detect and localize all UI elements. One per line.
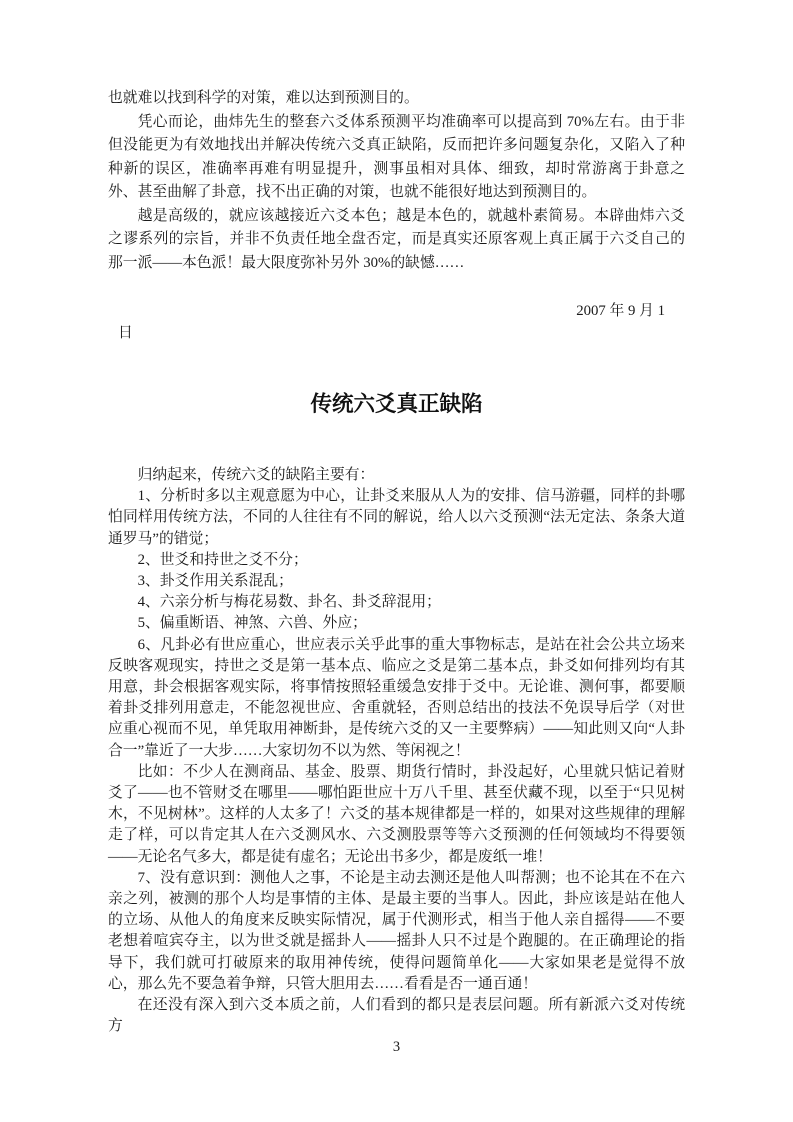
body-paragraph-item-4: 4、六亲分析与梅花易数、卦名、卦爻辞混用； — [137, 594, 441, 611]
body-paragraph-item-3: 3、卦爻作用关系混乱； — [137, 573, 293, 590]
body-paragraph-closing: 在还没有深入到六爻本质之前，人们看到的都只是表层问题。所有新派六爻对传统方 — [108, 997, 685, 1035]
section-title: 传统六爻真正缺陷 — [310, 392, 483, 416]
date-text: 2007 年 9 月 1 — [576, 303, 665, 319]
body-paragraph-example: 比如：不少人在测商品、基金、股票、期货行情时，卦没起好，心里就只惦记着财爻了——也不管财爻在哪里——哪怕距世应十万八千里、甚至伏藏不现，以至于“只见树木，不见树林”。这样的人太多了！六爻的基本规律都是一样的，如果对这些规律的理解走了样，可以肯定其人在六爻测风水、六爻测股票等等六爻预测的任何领域均不得要领——无论名气多大，都是徒有虚名；无论出书多少，都是废纸一堆！ — [108, 763, 685, 865]
date-wrapped-character: 日 — [118, 324, 133, 341]
body-paragraph-item-5: 5、偏重断语、神煞、六兽、外应； — [137, 615, 367, 632]
page-number: 3 — [392, 1039, 401, 1055]
body-paragraph-item-7: 7、没有意识到：测他人之事，不论是主动去测还是他人叫帮测；也不论其在不在六亲之列，被测的那个人均是事情的主体、是最主要的当事人。因此，卦应该是站在他人的立场、从他人的角度来反映实际情况，属于代测形式，相当于他人亲自摇得——不要老想着喧宾夺主，以为世爻就是摇卦人——摇卦人只不过是个跑腿的。在正确理论的指导下，我们就可打破原来的取用神传统，使得问题简单化——大家如果老是觉得不放心，那么先不要急着争辩，只管大胆用去……看看是否一通百通！ — [108, 869, 685, 992]
body-paragraph-item-1: 1、分析时多以主观意愿为中心，让卦爻来服从人为的安排、信马游疆，同样的卦哪怕同样用传统方法，不同的人往往有不同的解说，给人以六爻预测“法无定法、条条大道通罗马”的错觉； — [108, 488, 685, 547]
body-paragraph-summary: 归纳起来，传统六爻的缺陷主要有： — [137, 467, 375, 483]
intro-paragraph-2: 越是高级的，就应该越接近六爻本色；越是本色的，就越朴素简易。本辟曲炜六爻之谬系列的宗旨，并非不负责任地全盘否定，而是真实还原客观上真正属于六爻自己的那一派——本色派！最大限度弥补另外 30%的缺憾…… — [108, 207, 685, 271]
page-content — [108, 87, 685, 1037]
paragraph-continuation: 也就难以找到科学的对策，难以达到预测目的。 — [108, 90, 419, 106]
body-paragraph-item-6: 6、凡卦必有世应重心，世应表示关乎此事的重大事物标志，是站在社会公共立场来反映客观现实，持世之爻是第一基本点、临应之爻是第二基本点，卦爻如何排列均有其用意，卦会根据客观实际，将事情按照轻重缓急安排于爻中。无论谁、测何事，都要顺着卦爻排列用意走，不能忽视世应、舍重就轻，否则总结出的技法不免误导后学（对世应重心视而不见，单凭取用神断卦，是传统六爻的又一主要弊病）——知此则又向“人卦合一”靠近了一大步……大家切勿不以为然、等闲视之！ — [108, 636, 685, 759]
date-block — [108, 301, 685, 344]
body-paragraph-item-2: 2、世爻和持世之爻不分； — [137, 551, 308, 568]
body-section — [108, 465, 685, 1037]
intro-paragraph-1: 凭心而论，曲炜先生的整套六爻体系预测平均准确率可以提高到 70%左右。由于非但没能更为有效地找出并解决传统六爻真正缺陷，反而把许多问题复杂化，又陷入了种种新的误区，准确率再难有明显提升，测事虽相对具体、细致，却时常游离于卦意之外、甚至曲解了卦意，找不出正确的对策，也就不能很好地达到预测目的。 — [108, 113, 685, 200]
